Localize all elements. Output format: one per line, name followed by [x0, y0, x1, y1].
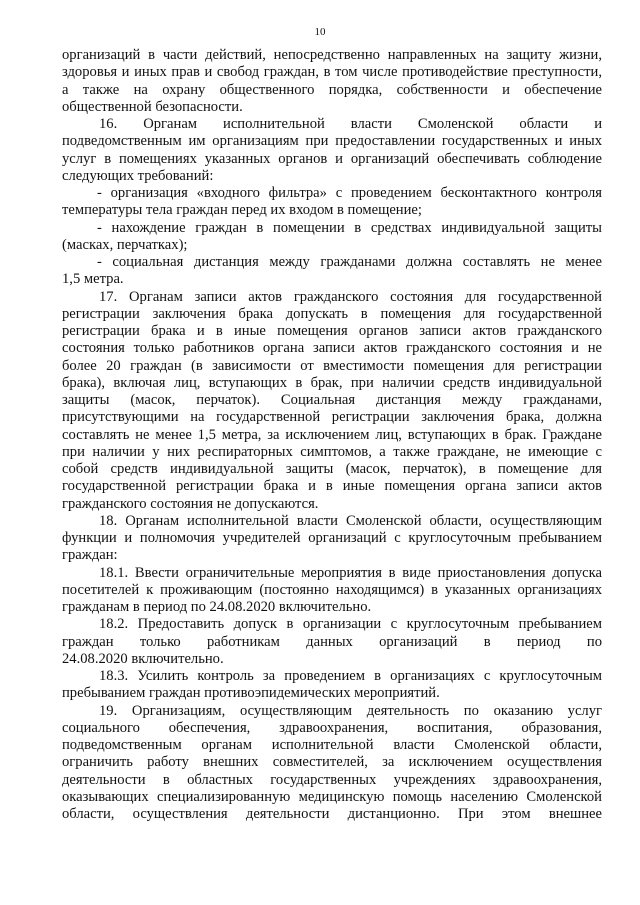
text-line: присутствующими на государственной регистрации заключения брака, должна: [62, 409, 602, 426]
text-line: защиты (масок, перчаток). Социальная дистанция между гражданами,: [62, 392, 602, 408]
text-line: гражданского состояния не допускаются.: [62, 495, 319, 512]
text-line: государственной регистрации брака и в иные помещения органа записи актов: [62, 478, 602, 495]
text-line: подведомственным органам исполнительной власти Смоленской области,: [62, 737, 602, 753]
text-line: оказывающих специализированную медицинскую помощь населению Смоленской: [62, 788, 602, 805]
text-line-paragraph-17: 17. Органам записи актов гражданского состояния для государственной: [99, 288, 602, 305]
text-line: следующих требований:: [62, 167, 214, 184]
text-line: пребыванием граждан противоэпидемических мероприятий.: [62, 685, 440, 702]
text-line: деятельности в областных государственных учреждениях здравоохранения,: [62, 771, 602, 788]
text-line-bullet: - нахождение граждан в помещении в средствах индивидуальной защиты: [97, 219, 602, 236]
text-line: 1,5 метра.: [62, 271, 124, 288]
text-line-paragraph-18-1: 18.1. Ввести ограничительные мероприятия в виде приостановления допуска: [99, 564, 602, 581]
document-body: [62, 47, 602, 823]
text-line: брака), включая лиц, вступающих в брак, при наличии средств индивидуальной: [62, 374, 602, 391]
text-line: а также на охрану общественного порядка, собственности и обеспечение: [62, 81, 602, 98]
text-line-bullet: - организация «входного фильтра» с проведением бесконтактного контроля: [97, 185, 602, 201]
text-line: составлять не менее 1,5 метра, за исключением лиц, вступающих в брак. Граждане: [62, 426, 602, 443]
text-line: при наличии у них респираторных симптомов, а также граждане, не имеющие с: [62, 443, 602, 460]
text-line: ограничить работу внешних совместителей, за исключением осуществления: [62, 754, 602, 771]
text-line-paragraph-18-3: 18.3. Усилить контроль за проведением в организациях с круглосуточным: [99, 668, 602, 684]
text-line: подведомственным им организациям при предоставлении государственных и иных: [62, 133, 602, 150]
text-line: собой средств индивидуальной защиты (масок, перчаток), в помещение для: [62, 461, 602, 477]
text-line: состояния только работников органа записи актов гражданского состояния и не: [62, 340, 602, 357]
text-line: области, осуществления деятельности дистанционно. При этом внешнее: [62, 806, 602, 822]
text-line: граждан:: [62, 547, 118, 564]
text-line: посетителей к проживающим (постоянно находящимся) в указанных организациях: [62, 581, 602, 598]
text-line: здоровья и иных прав и свобод граждан, в том числе противодействие преступности,: [62, 64, 602, 81]
text-line: граждан только работникам данных организаций в период по: [62, 633, 602, 650]
text-line: 24.08.2020 включительно.: [62, 650, 224, 667]
text-line-paragraph-18-2: 18.2. Предоставить допуск в организации с круглосуточным пребыванием: [99, 616, 602, 633]
text-line: регистрации брака и в иные помещения органов записи актов гражданского: [62, 323, 602, 339]
text-line: функции и полномочия учредителей организаций с круглосуточным пребыванием: [62, 530, 602, 546]
text-line-paragraph-16: 16. Органам исполнительной власти Смоленской области и: [99, 116, 602, 132]
text-line: общественной безопасности.: [62, 98, 243, 115]
text-line-paragraph-19: 19. Организациям, осуществляющим деятельность по оказанию услуг: [99, 702, 602, 719]
text-line: организаций в части действий, непосредственно направленных на защиту жизни,: [62, 47, 602, 63]
text-line-paragraph-18: 18. Органам исполнительной власти Смоленской области, осуществляющим: [99, 512, 602, 529]
text-line: услуг в помещениях указанных органов и организаций обеспечивать соблюдение: [62, 150, 602, 167]
text-line-bullet: - социальная дистанция между гражданами должна составлять не менее: [97, 254, 602, 270]
text-line: более 20 граждан (в зависимости от вместимости помещения для регистрации: [62, 357, 602, 374]
page-number: 10: [314, 26, 326, 38]
text-line: регистрации заключения брака допускать в помещения для государственной: [62, 305, 602, 322]
text-line: гражданам в период по 24.08.2020 включительно.: [62, 599, 372, 615]
text-line: социального обеспечения, здравоохранения, воспитания, образования,: [62, 719, 602, 736]
text-line: температуры тела граждан перед их входом в помещение;: [62, 202, 422, 219]
text-line: (масках, перчатках);: [62, 236, 188, 253]
